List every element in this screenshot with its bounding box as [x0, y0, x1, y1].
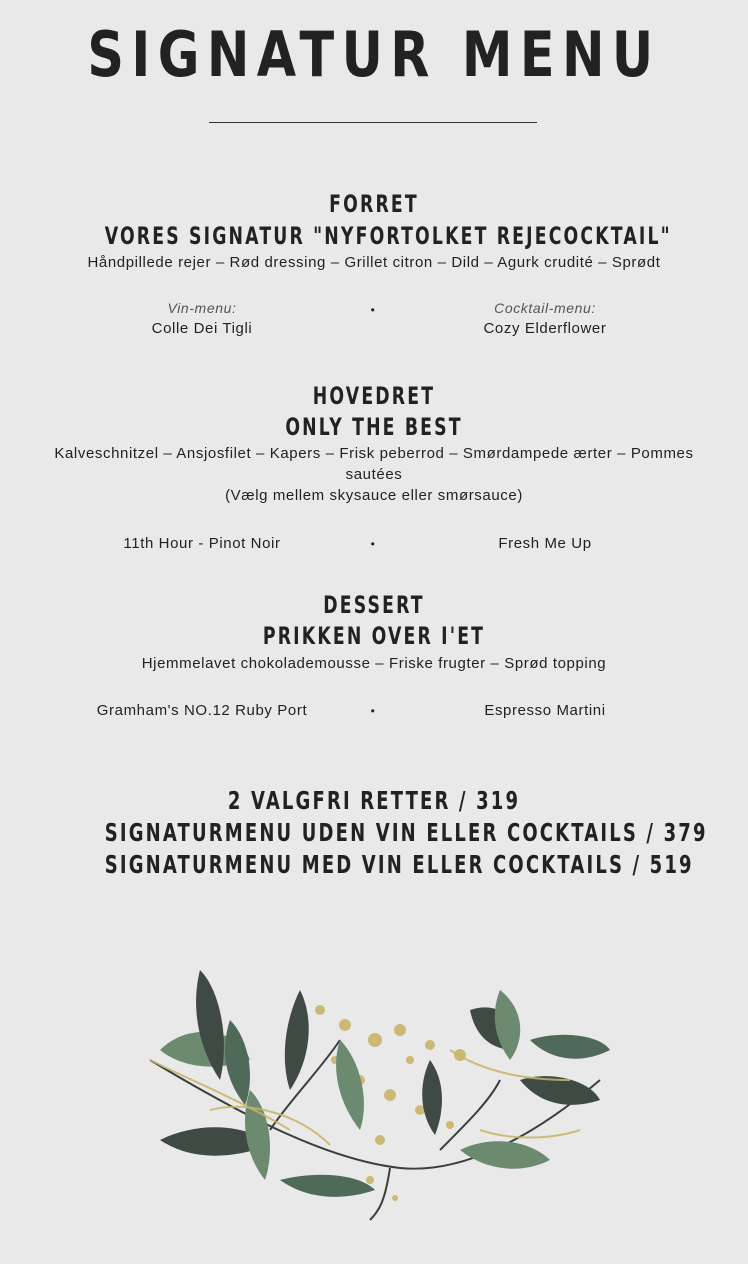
wine-name: Gramham's NO.12 Ruby Port: [96, 702, 308, 719]
section-forret-heading: [0, 190, 748, 218]
title-divider: [209, 122, 537, 123]
cocktail-pairing: [395, 300, 695, 337]
pairing-row: [0, 300, 748, 344]
dish-description: Håndpillede rejer – Rød dressing – Grillet citron – Dild – Agurk crudité – Sprødt: [87, 254, 661, 271]
page-title: SIGNATUR MENU: [87, 18, 661, 91]
dish-name: ONLY THE BEST: [285, 413, 463, 441]
dish-name: PRIKKEN OVER I'ET: [262, 622, 486, 650]
wine-pairing: [52, 300, 352, 337]
section-hovedret-heading: [0, 382, 748, 410]
cocktail-name: Fresh Me Up: [498, 535, 592, 552]
section-heading: DESSERT: [323, 591, 425, 619]
separator-dot: •: [370, 537, 376, 551]
price-line: [0, 818, 748, 847]
separator-dot: •: [370, 303, 376, 317]
cocktail-name: Cozy Elderflower: [483, 320, 607, 337]
dish-description: Hjemmelavet chokolademousse – Friske frugter – Sprød topping: [141, 655, 607, 672]
price-text: SIGNATURMENU UDEN VIN ELLER COCKTAILS / 379: [104, 818, 708, 847]
section-forret-dish: [0, 222, 748, 250]
pairing-row: [0, 535, 748, 579]
price-line: [0, 786, 748, 815]
price-line: [0, 850, 748, 879]
dish-name: VORES SIGNATUR "NYFORTOLKET REJECOCKTAIL": [104, 222, 672, 250]
leaf-wreath-illustration: [130, 930, 620, 1230]
section-dessert-heading: [0, 591, 748, 619]
price-text: SIGNATURMENU MED VIN ELLER COCKTAILS / 519: [104, 850, 694, 879]
section-hovedret-dish: [0, 413, 748, 441]
pairing-row: [0, 702, 748, 746]
cocktail-caption: Cocktail-menu:: [494, 300, 596, 316]
wine-caption: Vin-menu:: [167, 300, 237, 316]
dish-note: (Vælg mellem skysauce eller smørsauce): [225, 487, 523, 504]
wine-name: Colle Dei Tigli: [151, 320, 253, 337]
price-text: 2 VALGFRI RETTER / 319: [227, 786, 521, 815]
section-heading: HOVEDRET: [312, 382, 436, 410]
section-heading: FORRET: [329, 190, 419, 218]
wine-name: 11th Hour - Pinot Noir: [123, 535, 281, 552]
cocktail-name: Espresso Martini: [484, 702, 606, 719]
section-dessert-dish: [0, 622, 748, 650]
dish-description: Kalveschnitzel – Ansjosfilet – Kapers – Frisk peberrod – Smørdampede ærter – Pommes sautées: [54, 445, 694, 483]
separator-dot: •: [370, 704, 376, 718]
